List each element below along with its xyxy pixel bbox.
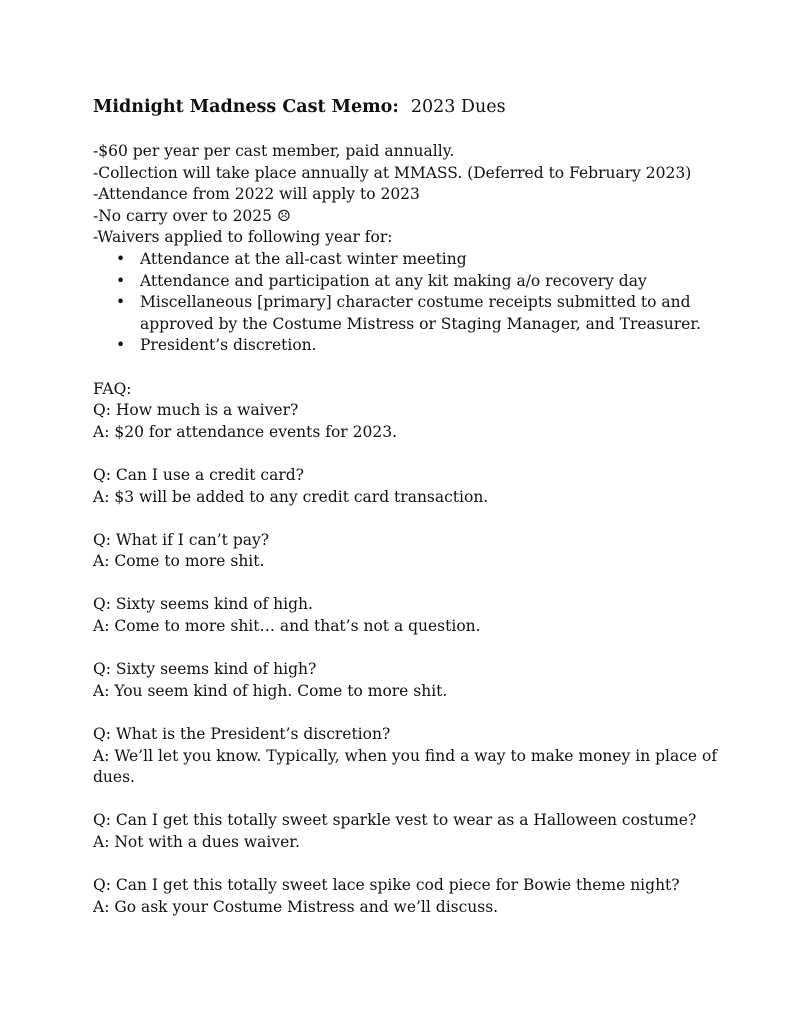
waiver-item	[140, 292, 733, 335]
faq-item	[93, 724, 733, 789]
faq-question: Q: Sixty seems kind of high.	[93, 595, 313, 614]
faq-answer: A: Come to more shit… and that’s not a question.	[93, 617, 481, 636]
faq-answer: A: We’ll let you know. Typically, when you find a way to make money in place of dues.	[93, 746, 718, 787]
faq-question: Q: Sixty seems kind of high?	[93, 660, 317, 679]
faq-question: Q: What if I can’t pay?	[93, 530, 270, 549]
memo-line-collection: -Collection will take place annually at MMASS. (Deferred to February 2023)	[93, 163, 692, 182]
waiver-item	[140, 335, 733, 357]
faq-question: Q: Can I get this totally sweet lace spike cod piece for Bowie theme night?	[93, 876, 680, 895]
faq-item	[93, 594, 733, 637]
memo-body	[93, 141, 733, 940]
faq-answer: A: You seem kind of high. Come to more shit.	[93, 681, 448, 700]
faq-item	[93, 875, 733, 918]
faq-question: Q: Can I get this totally sweet sparkle vest to wear as a Halloween costume?	[93, 811, 697, 830]
waiver-item-text: • Attendance at the all-cast winter meeting	[140, 249, 467, 268]
memo-line-dues: -$60 per year per cast member, paid annually.	[93, 142, 455, 160]
faq-item	[93, 530, 733, 573]
faq-question: Q: Can I use a credit card?	[93, 465, 304, 484]
memo-line-waivers-intro: -Waivers applied to following year for:	[93, 228, 393, 247]
faq-answer: A: Go ask your Costume Mistress and we’ll discuss.	[93, 897, 499, 916]
faq-answer: A: Not with a dues waiver.	[93, 833, 300, 851]
memo-line-attendance: -Attendance from 2022 will apply to 2023	[93, 185, 420, 204]
waiver-item-text: • Attendance and participation at any kit making a/o recovery day	[140, 271, 647, 290]
faq-item	[93, 659, 733, 702]
faq-item	[93, 810, 733, 853]
memo-title-text: Midnight Madness Cast Memo:	[93, 97, 399, 117]
faq-question: Q: How much is a waiver?	[93, 401, 299, 420]
memo-subtitle: 2023 Dues	[410, 97, 506, 117]
waiver-item	[140, 271, 733, 293]
faq-question: Q: What is the President’s discretion?	[93, 725, 391, 744]
faq-answer: A: $20 for attendance events for 2023.	[93, 422, 398, 441]
waiver-item-text: • President’s discretion.	[140, 336, 317, 355]
memo-line-carry-over: -No carry over to 2025 ☹	[93, 206, 291, 225]
spacer	[93, 357, 733, 379]
waiver-item-text: • Miscellaneous [primary] character costume receipts submitted to and approved by the Costume Mistress or Staging Manager, and Treasurer.	[140, 293, 701, 333]
waiver-item	[140, 249, 733, 271]
faq-item	[93, 465, 733, 508]
faq-item	[93, 400, 733, 443]
faq-heading: FAQ:	[93, 379, 132, 398]
memo-title	[93, 96, 506, 118]
waiver-list	[93, 249, 733, 357]
faq-answer: A: $3 will be added to any credit card transaction.	[93, 487, 489, 506]
faq-answer: A: Come to more shit.	[93, 552, 265, 571]
